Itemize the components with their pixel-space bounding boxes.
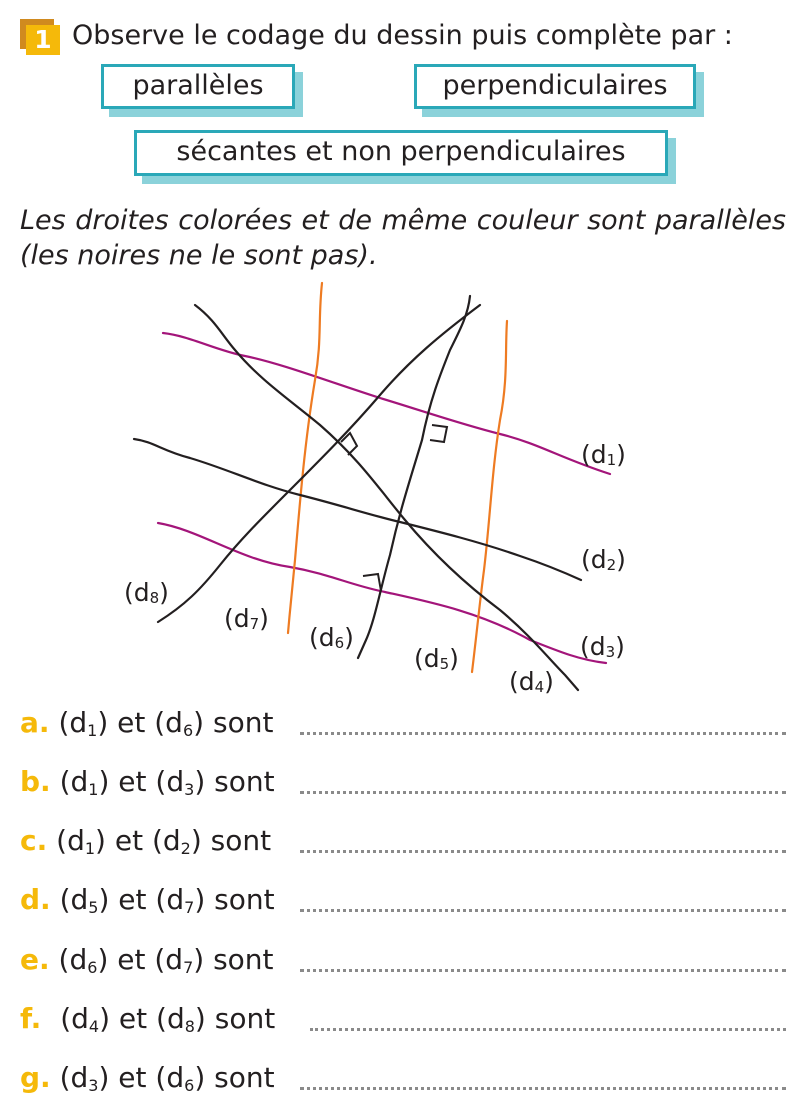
- line-d6: [358, 296, 470, 658]
- right-angle-marker: [430, 425, 447, 442]
- answer-blank[interactable]: [300, 1087, 786, 1090]
- line-d7: [288, 283, 322, 633]
- question-a: a. $(d_1)$ et $(d_6)$ sont: [20, 706, 273, 746]
- answer-blank[interactable]: [300, 909, 786, 912]
- label-d6: (d6): [309, 623, 354, 652]
- label-d8: (d8): [124, 578, 169, 607]
- line-d5: [472, 321, 507, 672]
- answer-blank[interactable]: [300, 732, 786, 735]
- word-bank-label: parallèles: [101, 64, 295, 109]
- word-bank-label: perpendiculaires: [414, 64, 696, 109]
- instruction-text: Observe le codage du dessin puis complète par :: [72, 20, 733, 51]
- question-letter: g.: [20, 1061, 51, 1094]
- label-d2: (d2): [581, 545, 626, 574]
- label-d7: (d7): [224, 604, 269, 633]
- question-e: e. $(d_6)$ et $(d_7)$ sont: [20, 943, 274, 983]
- answer-blank[interactable]: [300, 969, 786, 972]
- line-d3: [158, 523, 606, 663]
- question-letter: b.: [20, 765, 51, 798]
- question-b: b. $(d_1)$ et $(d_3)$ sont: [20, 765, 275, 805]
- question-f: f. $(d_4)$ et $(d_8)$ sont: [20, 1002, 275, 1042]
- exercise-number: 1: [26, 25, 60, 55]
- question-letter: e.: [20, 943, 50, 976]
- question-g: g. $(d_3)$ et $(d_6)$ sont: [20, 1061, 275, 1101]
- label-d3: (d3): [580, 632, 625, 661]
- word-bank-label: sécantes et non perpendiculaires: [134, 130, 668, 176]
- answer-blank[interactable]: [300, 791, 786, 794]
- question-d: d. $(d_5)$ et $(d_7)$ sont: [20, 883, 275, 923]
- figure-note: Les droites colorées et de même couleur sont parallèles (les noires ne le sont pas).: [20, 205, 786, 271]
- question-letter: d.: [20, 883, 51, 916]
- question-letter: a.: [20, 706, 50, 739]
- label-d5: (d5): [414, 644, 459, 673]
- question-c: c. $(d_1)$ et $(d_2)$ sont: [20, 824, 271, 864]
- question-letter: c.: [20, 824, 48, 857]
- line-d2: [134, 439, 581, 580]
- label-d1: (d1): [581, 440, 626, 469]
- label-d4: (d4): [509, 667, 554, 696]
- question-letter: f.: [20, 1002, 42, 1035]
- answer-blank[interactable]: [300, 850, 786, 853]
- answer-blank[interactable]: [310, 1028, 786, 1031]
- line-d1: [163, 333, 610, 474]
